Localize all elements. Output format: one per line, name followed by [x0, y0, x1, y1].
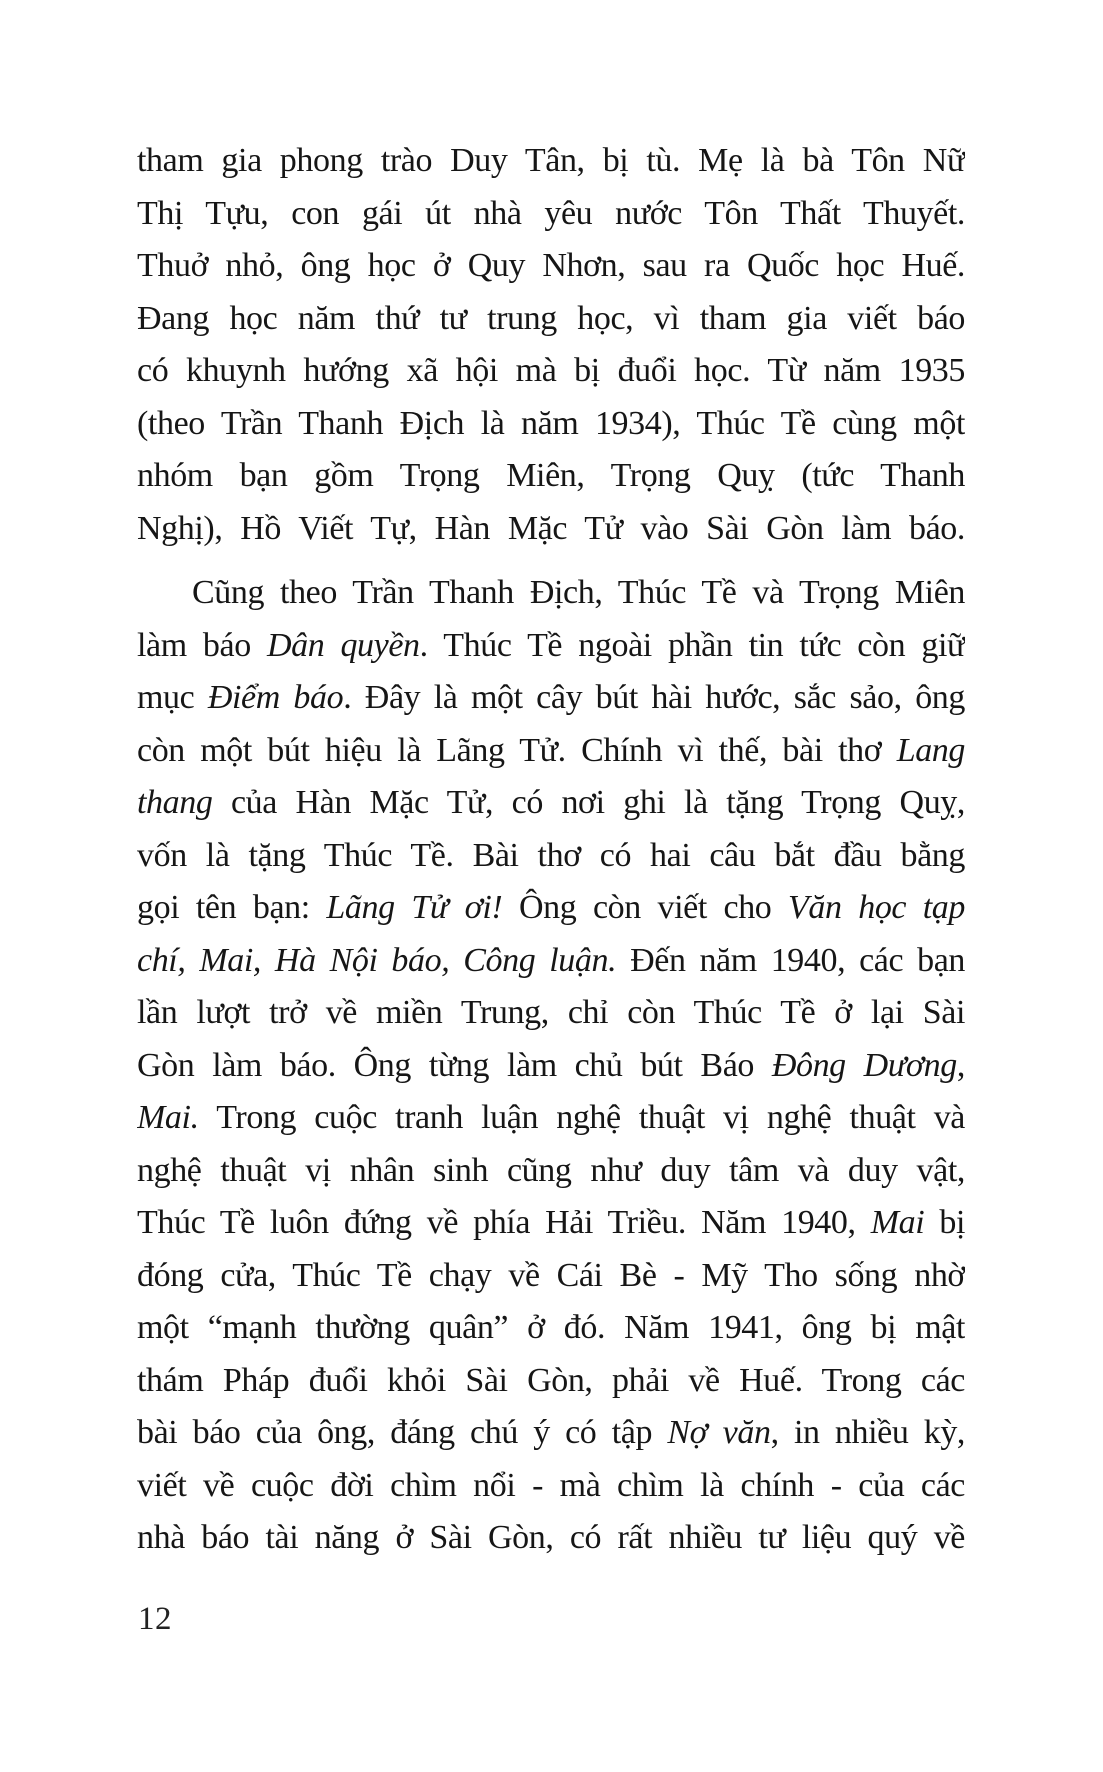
- body-text: Đang học năm thứ tư trung học, vì tham gia viết báo: [137, 299, 965, 337]
- body-text: . Thúc Tề ngoài phần tin tức còn giữ: [419, 626, 965, 664]
- text-line: [137, 135, 965, 188]
- text-line: [137, 503, 965, 556]
- italic-text: Nợ văn: [667, 1414, 771, 1451]
- text-line: [137, 935, 965, 988]
- body-text: Thị Tựu, con gái út nhà yêu nước Tôn Thất Thuyết.: [137, 194, 965, 232]
- body-text: đóng cửa, Thúc Tề chạy về Cái Bè - Mỹ Tho sống nhờ: [137, 1256, 965, 1294]
- body-text: tham gia phong trào Duy Tân, bị tù. Mẹ là bà Tôn Nữ: [137, 142, 965, 179]
- italic-text: Mai.: [137, 1099, 199, 1136]
- body-text: ,: [956, 1046, 965, 1084]
- text-line: [137, 882, 965, 935]
- text-line: [137, 450, 965, 503]
- text-line: [137, 1250, 965, 1303]
- text-line: [137, 398, 965, 451]
- body-text: viết về cuộc đời chìm nổi - mà chìm là chính - của các: [137, 1466, 965, 1504]
- body-text: bị: [924, 1204, 965, 1241]
- text-line: [137, 345, 965, 398]
- text-line: [137, 293, 965, 346]
- body-text: vốn là tặng Thúc Tề. Bài thơ có hai câu bắt đầu bằng: [137, 836, 965, 874]
- body-text: làm báo: [137, 626, 267, 664]
- paragraph-2: [137, 567, 965, 1565]
- body-text: Thúc Tề luôn đứng về phía Hải Triều. Năm 1940,: [137, 1204, 871, 1241]
- body-text: Đến năm 1940, các bạn: [616, 941, 965, 979]
- body-text: nhóm bạn gồm Trọng Miên, Trọng Quỵ (tức Thanh: [137, 457, 965, 494]
- text-line: [137, 987, 965, 1040]
- text-line: [137, 1145, 965, 1198]
- body-text: một “mạnh thường quân” ở đó. Năm 1941, ông bị mật: [137, 1309, 965, 1346]
- text-line: [137, 672, 965, 725]
- body-text: Gòn làm báo. Ông từng làm chủ bút Báo: [137, 1046, 772, 1084]
- italic-text: Lãng Tử ơi!: [326, 889, 503, 926]
- italic-text: Dân quyền: [266, 626, 420, 664]
- body-text: (theo Trần Thanh Địch là năm 1934), Thúc Tề cùng một: [137, 404, 965, 442]
- body-text: lần lượt trở về miền Trung, chỉ còn Thúc Tề ở lại Sài: [137, 994, 965, 1031]
- body-text: , in nhiều kỳ,: [770, 1414, 965, 1451]
- text-line: [137, 1512, 965, 1565]
- text-line: [137, 1407, 965, 1460]
- page-number: 12: [138, 1601, 172, 1637]
- text-line: [137, 240, 965, 293]
- italic-text: Văn học tạp: [788, 889, 965, 926]
- page-text-block: [137, 135, 965, 1565]
- body-text: Nghị), Hồ Viết Tự, Hàn Mặc Tử vào Sài Gòn làm báo.: [137, 509, 965, 547]
- italic-text: thang: [137, 784, 213, 821]
- body-text: của Hàn Mặc Tử, có nơi ghi là tặng Trọng Quỵ,: [212, 784, 965, 821]
- body-text: bài báo của ông, đáng chú ý có tập: [137, 1414, 668, 1451]
- body-text: nhà báo tài năng ở Sài Gòn, có rất nhiều tư liệu quý về: [137, 1519, 965, 1556]
- body-text: mục: [137, 679, 208, 716]
- text-line: [137, 1092, 965, 1145]
- text-line: [137, 1355, 965, 1408]
- body-text: có khuynh hướng xã hội mà bị đuổi học. Từ năm 1935: [137, 352, 965, 389]
- body-text: còn một bút hiệu là Lãng Tử. Chính vì thế, bài thơ: [137, 731, 897, 769]
- text-line: [137, 830, 965, 883]
- paragraph-1: [137, 135, 965, 555]
- text-line: [137, 777, 965, 830]
- body-text: Trong cuộc tranh luận nghệ thuật vị nghệ thuật và: [198, 1099, 965, 1136]
- italic-text: Mai: [870, 1204, 925, 1241]
- text-line: [137, 1302, 965, 1355]
- body-text: . Đây là một cây bút hài hước, sắc sảo, ông: [343, 679, 965, 716]
- italic-text: Lang: [896, 731, 965, 769]
- body-text: nghệ thuật vị nhân sinh cũng như duy tâm và duy vật,: [137, 1151, 965, 1189]
- text-line: [137, 567, 965, 620]
- text-line: [137, 620, 965, 673]
- italic-text: Điểm báo: [207, 679, 344, 716]
- text-line: [137, 725, 965, 778]
- body-text: Cũng theo Trần Thanh Địch, Thúc Tề và Trọng Miên: [192, 574, 965, 611]
- text-line: [137, 1460, 965, 1513]
- body-text: Thuở nhỏ, ông học ở Quy Nhơn, sau ra Quốc học Huế.: [137, 247, 965, 284]
- text-line: [137, 1040, 965, 1093]
- body-text: Ông còn viết cho: [502, 889, 789, 926]
- body-text: thám Pháp đuổi khỏi Sài Gòn, phải về Huế. Trong các: [137, 1361, 965, 1399]
- text-line: [137, 188, 965, 241]
- body-text: gọi tên bạn:: [137, 889, 327, 926]
- text-line: [137, 1197, 965, 1250]
- italic-text: chí, Mai, Hà Nội báo, Công luận.: [137, 941, 617, 979]
- italic-text: Đông Dương: [771, 1046, 957, 1084]
